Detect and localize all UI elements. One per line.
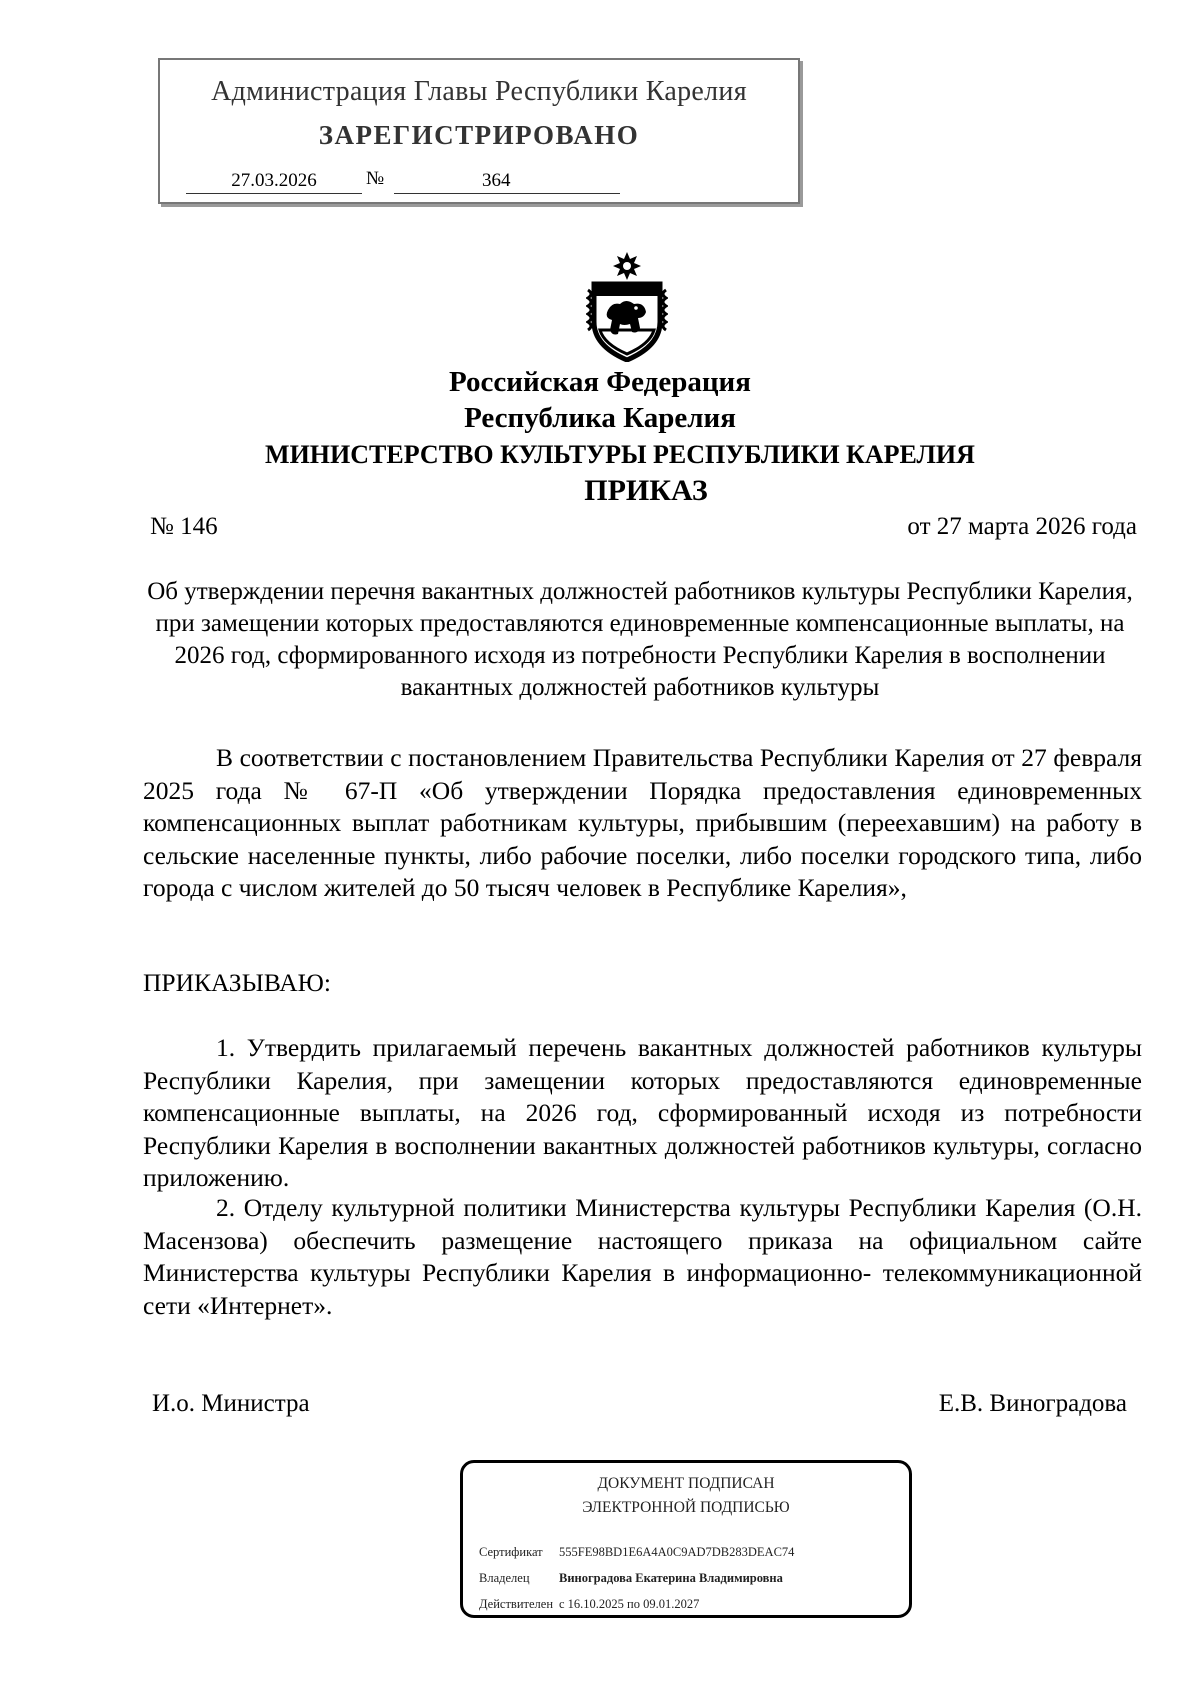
esig-owner-row [479, 1571, 783, 1586]
esig-title-line1: ДОКУМЕНТ ПОДПИСАН [597, 1475, 775, 1492]
registration-authority: Администрация Главы Республики Карелия [211, 76, 747, 107]
order-subject: Об утверждении перечня вакантных должностей работников культуры Республики Карелия, при замещении которых предоставляются единовременные компенсационные выплаты, на 2026 год, сформированного исходя из потребности Республики Карелия в восполнении вакантных должностей работников культуры [147, 578, 1133, 701]
esig-valid-row [479, 1597, 699, 1612]
esig-valid-value: с 16.10.2025 по 09.01.2027 [559, 1597, 700, 1611]
header-country: Российская Федерация [449, 366, 751, 398]
esig-owner-value: Виноградова Екатерина Владимировна [559, 1571, 783, 1585]
order-number: № 146 [150, 513, 218, 540]
esig-title-line2: ЭЛЕКТРОННОЙ ПОДПИСЬЮ [582, 1499, 790, 1516]
signatory-name: Е.В. Виноградова [938, 1390, 1127, 1417]
esig-certificate-label: Сертификат [479, 1545, 543, 1559]
order-word: ПРИКАЗЫВАЮ: [143, 968, 331, 997]
coat-of-arms-icon [586, 250, 668, 362]
esig-certificate-row [479, 1545, 794, 1560]
header-ministry: МИНИСТЕРСТВО КУЛЬТУРЫ РЕСПУБЛИКИ КАРЕЛИЯ [265, 440, 975, 469]
signatory-role: И.о. Министра [152, 1390, 310, 1417]
order-item-2: 2. Отделу культурной политики Министерства культуры Республики Карелия (О.Н. Масензова) обеспечить размещение настоящего приказа на официальном сайте Министерства культуры Республики Карелия в информационно- телекоммуникационной сети «Интернет». [143, 1193, 1142, 1320]
esig-valid-label: Действителен [479, 1597, 554, 1611]
registration-stamp [158, 58, 800, 204]
header-region: Республика Карелия [464, 402, 736, 434]
order-item-1: 1. Утвердить прилагаемый перечень вакантных должностей работников культуры Республики Карелия, при замещении которых предоставляются единовременные компенсационные выплаты, на 2026 год, сформированный исходя из потребности Республики Карелия в восполнении вакантных должностей работников культуры, согласно приложению. [143, 1033, 1142, 1192]
registration-status: ЗАРЕГИСТРИРОВАНО [318, 120, 640, 150]
document-type: ПРИКАЗ [584, 474, 708, 507]
registration-date: 27.03.2026 [186, 170, 362, 194]
esig-certificate-value: 555FE98BD1E6A4A0C9AD7DB283DEAC74 [559, 1545, 795, 1559]
registration-number-label: № [366, 168, 385, 189]
preamble-paragraph: В соответствии с постановлением Правительства Республики Карелия от 27 февраля 2025 года № 67-П «Об утверждении Порядка предоставления единовременных компенсационных выплат работникам культуры, прибывшим (переехавшим) на работу в сельские населенные пункты, либо рабочие поселки, либо поселки городского типа, либо города с числом жителей до 50 тысяч человек в Республике Карелия», [143, 743, 1142, 902]
esig-owner-label: Владелец [479, 1571, 530, 1585]
electronic-signature-stamp [460, 1460, 912, 1618]
order-date: от 27 марта 2026 года [907, 513, 1137, 540]
registration-number: 364 [394, 170, 620, 194]
